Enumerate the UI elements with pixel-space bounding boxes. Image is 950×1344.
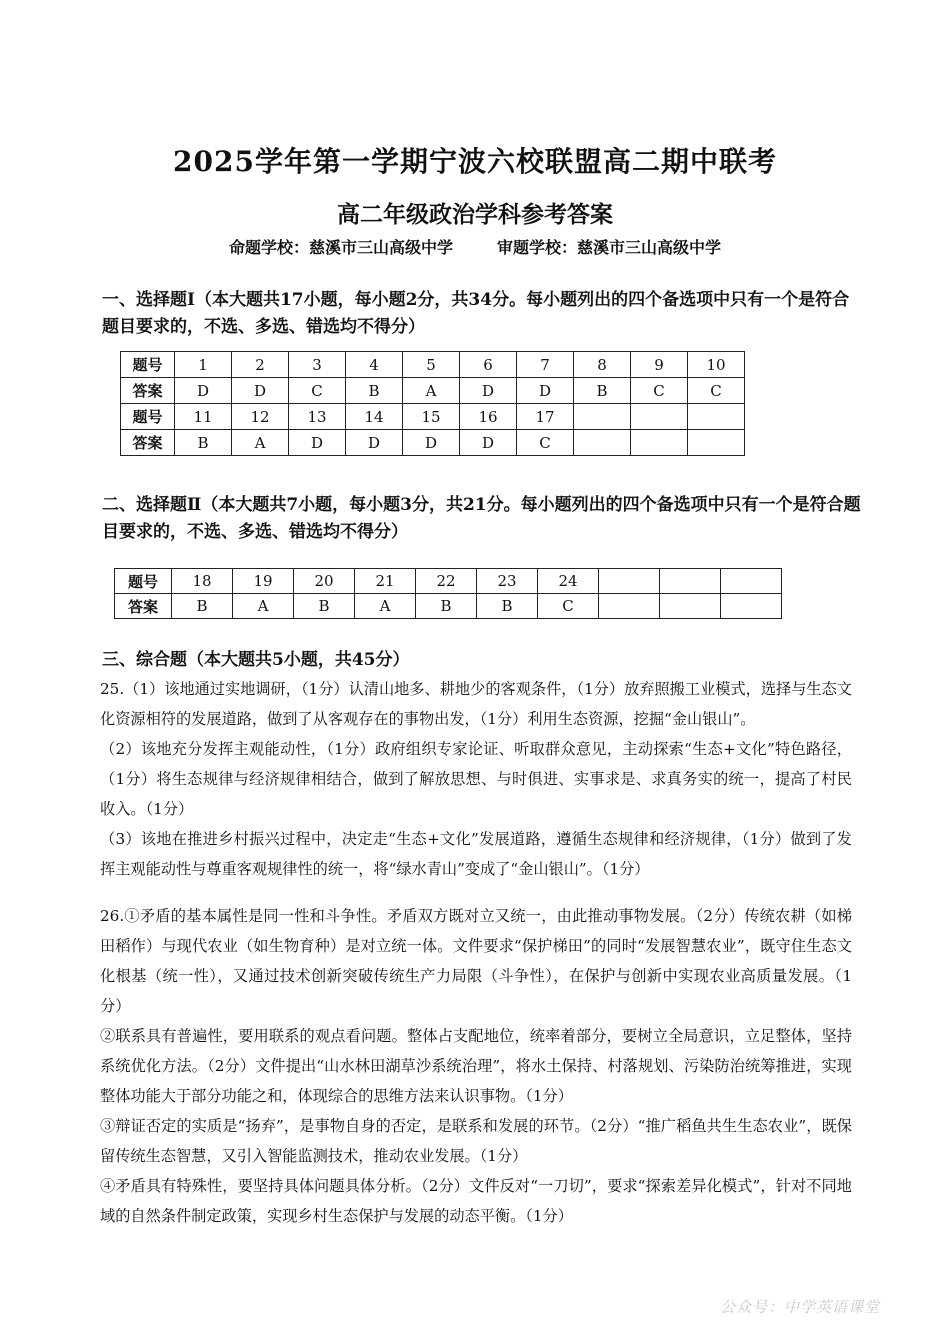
- watermark: 公众号：中学英语课堂: [719, 1298, 880, 1316]
- table-cell: C: [538, 594, 599, 619]
- answer-paragraph: （2）该地充分发挥主观能动性，（1分）政府组织专家论证、听取群众意见，主动探索“生态+文化”特色路径，（1分）将生态规律与经济规律相结合，做到了解放思想、与时俱进、实事求是、求真务实的统一，提高了村民收入。（1分）: [100, 740, 852, 818]
- table-cell: 12: [232, 404, 289, 430]
- school-info: [0, 235, 950, 258]
- table-cell: A: [355, 594, 416, 619]
- table-row: [121, 404, 745, 430]
- document-title: 2025学年第一学期宁波六校联盟高二期中联考: [173, 145, 777, 178]
- answer-paragraph: 25.（1）该地通过实地调研，（1分）认清山地多、耕地少的客观条件，（1分）放弃照搬工业模式，选择与生态文化资源相符的发展道路，做到了从客观存在的事物出发，（1分）利用生态资源，挖掘“金山银山”。: [100, 680, 852, 728]
- table-cell: 13: [289, 404, 346, 430]
- table-cell: [599, 594, 660, 619]
- table-cell: B: [477, 594, 538, 619]
- table-cell: 9: [631, 352, 688, 378]
- table-cell: [599, 569, 660, 594]
- row-label: 题号: [115, 569, 172, 594]
- table-cell: 11: [175, 404, 232, 430]
- table-cell: [574, 430, 631, 456]
- answer-paragraph: 26.①矛盾的基本属性是同一性和斗争性。矛盾双方既对立又统一，由此推动事物发展。（2分）传统农耕（如梯田稻作）与现代农业（如生物育种）是对立统一体。文件要求“保护梯田”的同时“发展智慧农业”，既守住生态文化根基（统一性），又通过技术创新突破传统生产力局限（斗争性），在保护与创新中实现农业高质量发展。（1分）: [100, 907, 852, 1015]
- table-row: [115, 569, 782, 594]
- table-cell: B: [294, 594, 355, 619]
- answer-paragraph: ④矛盾具有特殊性，要坚持具体问题具体分析。（2分）文件反对“一刀切”，要求“探索差异化模式”，针对不同地域的自然条件制定政策，实现乡村生态保护与发展的动态平衡。（1分）: [100, 1177, 852, 1225]
- table-cell: 22: [416, 569, 477, 594]
- section2-heading: 二、选择题Ⅱ（本大题共7小题，每小题3分，共21分。每小题列出的四个备选项中只有一个是符合题目要求的，不选、多选、错选均不得分）: [102, 495, 861, 542]
- row-label: 答案: [115, 594, 172, 619]
- table-cell: D: [403, 430, 460, 456]
- answer-paragraph: （3）该地在推进乡村振兴过程中，决定走“生态+文化”发展道路，遵循生态规律和经济规律，（1分）做到了发挥主观能动性与尊重客观规律性的统一，将“绿水青山”变成了“金山银山”。（1分）: [100, 830, 852, 878]
- answer-25: [100, 674, 852, 884]
- setter-school: 命题学校：慈溪市三山高级中学: [228, 238, 453, 257]
- table-row: [121, 378, 745, 404]
- table-cell: 20: [294, 569, 355, 594]
- table-cell: [721, 594, 782, 619]
- table-cell: [660, 569, 721, 594]
- table-cell: C: [289, 378, 346, 404]
- table-cell: D: [289, 430, 346, 456]
- row-label: 答案: [121, 430, 175, 456]
- table-cell: 21: [355, 569, 416, 594]
- table-row: [121, 430, 745, 456]
- table-cell: 10: [688, 352, 745, 378]
- table-cell: [574, 404, 631, 430]
- table-cell: D: [460, 378, 517, 404]
- table-row: [121, 352, 745, 378]
- table-cell: [631, 430, 688, 456]
- answer-paragraph: ②联系具有普遍性，要用联系的观点看问题。整体占支配地位，统率着部分，要树立全局意识，立足整体，坚持系统优化方法。（2分）文件提出“山水林田湖草沙系统治理”，将水土保持、村落规划、污染防治统筹推进，实现整体功能大于部分功能之和，体现综合的思维方法来认识事物。（1分）: [100, 1027, 852, 1105]
- table-cell: B: [416, 594, 477, 619]
- table-cell: 14: [346, 404, 403, 430]
- section1-heading: 一、选择题Ⅰ（本大题共17小题，每小题2分，共34分。每小题列出的四个备选项中只有一个是符合题目要求的，不选、多选、错选均不得分）: [102, 290, 850, 337]
- table-cell: [688, 404, 745, 430]
- table-cell: D: [460, 430, 517, 456]
- reviewer-school: 审题学校：慈溪市三山高级中学: [497, 238, 722, 257]
- table-cell: A: [233, 594, 294, 619]
- answer-26: [100, 901, 852, 1231]
- table-cell: D: [517, 378, 574, 404]
- table-cell: B: [172, 594, 233, 619]
- table-cell: [688, 430, 745, 456]
- table-cell: B: [346, 378, 403, 404]
- table-cell: 19: [233, 569, 294, 594]
- answer-table-1: [120, 351, 745, 456]
- answer-table-2: [114, 568, 782, 619]
- table-cell: 7: [517, 352, 574, 378]
- table-cell: [660, 594, 721, 619]
- table-cell: 2: [232, 352, 289, 378]
- table-cell: 1: [175, 352, 232, 378]
- table-cell: 4: [346, 352, 403, 378]
- table-cell: C: [517, 430, 574, 456]
- table-cell: D: [175, 378, 232, 404]
- table-row: [115, 594, 782, 619]
- table-cell: B: [574, 378, 631, 404]
- table-cell: [721, 569, 782, 594]
- answer-paragraph: ③辩证否定的实质是“扬弃”，是事物自身的否定，是联系和发展的环节。（2分）“推广稻鱼共生生态农业”，既保留传统生态智慧，又引入智能监测技术，推动农业发展。（1分）: [100, 1117, 852, 1165]
- table-cell: A: [232, 430, 289, 456]
- table-cell: C: [688, 378, 745, 404]
- section3-heading: 三、综合题（本大题共5小题，共45分）: [102, 650, 410, 670]
- table-cell: 5: [403, 352, 460, 378]
- table-cell: 23: [477, 569, 538, 594]
- table-cell: 17: [517, 404, 574, 430]
- row-label: 题号: [121, 404, 175, 430]
- table-cell: 16: [460, 404, 517, 430]
- table-cell: B: [175, 430, 232, 456]
- row-label: 题号: [121, 352, 175, 378]
- table-cell: D: [346, 430, 403, 456]
- document-subtitle: 高二年级政治学科参考答案: [337, 201, 613, 228]
- table-cell: 3: [289, 352, 346, 378]
- table-cell: C: [631, 378, 688, 404]
- table-cell: A: [403, 378, 460, 404]
- table-cell: [631, 404, 688, 430]
- table-cell: 8: [574, 352, 631, 378]
- table-cell: 6: [460, 352, 517, 378]
- table-cell: D: [232, 378, 289, 404]
- table-cell: 15: [403, 404, 460, 430]
- table-cell: 24: [538, 569, 599, 594]
- table-cell: 18: [172, 569, 233, 594]
- row-label: 答案: [121, 378, 175, 404]
